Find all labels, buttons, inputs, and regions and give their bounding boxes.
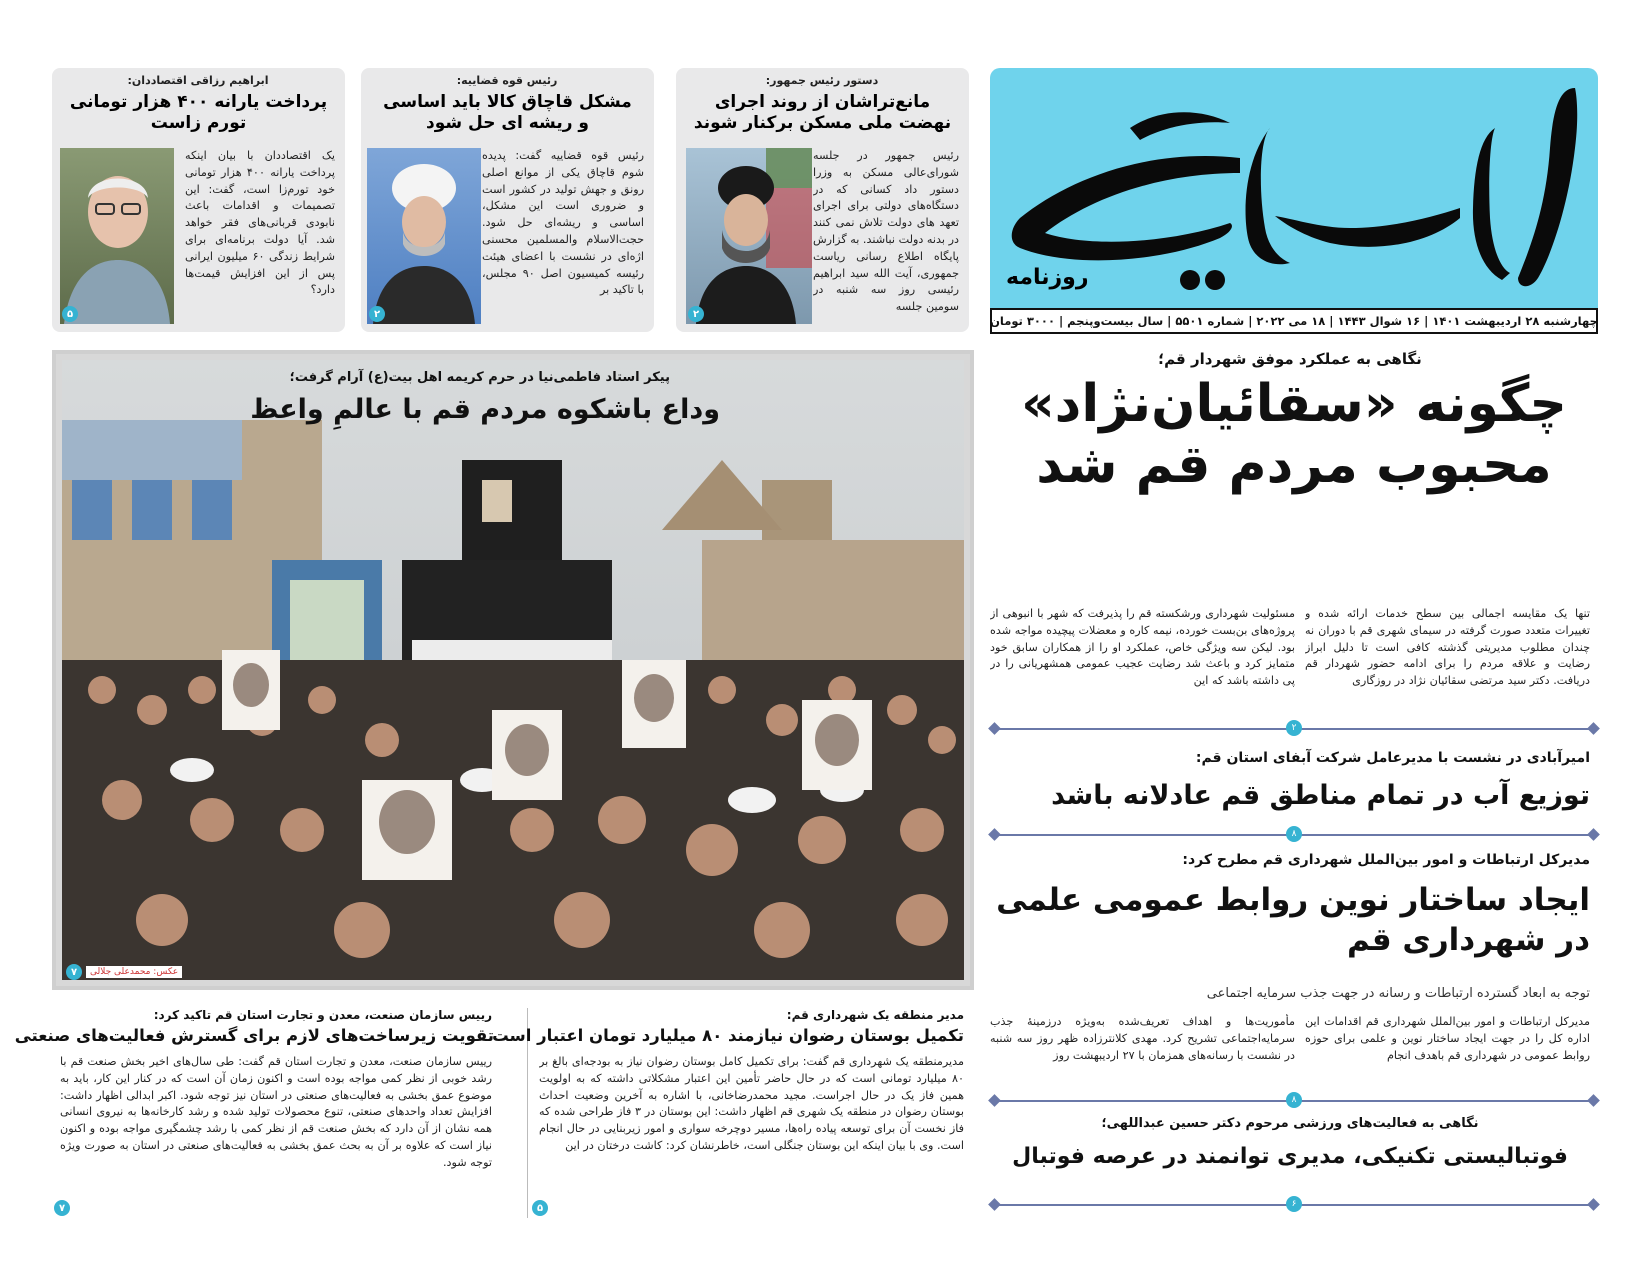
- football-headline[interactable]: فوتبالیستی تکنیکی، مدیری توانمند در عرصه فوتبال: [1012, 1144, 1568, 1169]
- water-kicker: امیرآبادی در نشست با مدیرعامل شرکت آبفای استان قم:: [1195, 750, 1590, 766]
- top-box-headline[interactable]: [62, 92, 335, 133]
- football-kicker: نگاهی به فعالیت‌های ورزشی مرحوم دکتر حسین عبداللهی؛: [1101, 1116, 1479, 1131]
- photo-story: [52, 350, 974, 990]
- separator: [994, 1095, 1594, 1105]
- water-story: [990, 744, 1598, 832]
- water-headline[interactable]: توزیع آب در تمام مناطق قم عادلانه باشد: [1051, 780, 1590, 811]
- main-story: [990, 344, 1598, 734]
- masthead-prefix: روزنامه: [1006, 265, 1089, 290]
- pr-subhead: توجه به ابعاد گسترده ارتباطات و رسانه در جهت جذب سرمایه اجتماعی: [1206, 986, 1590, 1001]
- portrait-photo: [686, 148, 812, 324]
- masthead-logo-text: [990, 68, 992, 69]
- page-number-badge: ۷: [54, 1200, 70, 1216]
- headline-line: پرداخت یارانه ۴۰۰ هزار تومانی: [69, 92, 328, 112]
- pr-col-left: مأموریت‌ها و اهداف تعریف‌شده به‌ویژه درزمینهٔ جذب سرمایه‌اجتماعی تشریح کرد. مهدی کلانترزاده ظهر روز سه شنبه در نشست با رسانه‌های همزمان با ۲۷ اردیبهشت روز: [990, 1015, 1295, 1062]
- park-headline[interactable]: تکمیل بوستان رضوان نیازمند ۸۰ میلیارد تومان اعتبار است: [492, 1026, 964, 1045]
- page-number-badge: ۶: [1286, 1196, 1302, 1212]
- football-story: [990, 1112, 1598, 1202]
- main-story-kicker: نگاهی به عملکرد موفق شهردار قم؛: [1158, 350, 1422, 368]
- headline-line: محبوب مردم قم شد: [1036, 435, 1552, 496]
- portrait-photo: [367, 148, 481, 324]
- page-number-badge: ۲: [688, 306, 704, 322]
- page-number-badge: ۵: [62, 306, 78, 322]
- top-box-judiciary: [361, 68, 654, 332]
- park-body: مدیرمنطقه یک شهرداری قم گفت: برای تکمیل کامل بوستان رضوان نیاز به بودجه‌ای بالغ بر ۸۰ میلیارد تومانی است که در حال حاضر تأمین این اعتبار مشکلاتی داشته که به اولویت همین فاز یک در حال اجراست. مجید محمدرضاخانی، با اشاره به آخرین وضعیت احداث بوستان رضوان در منطقه یک شهری قم اظهار داشت: این بوستان در ۳ فاز طراحی شده که فاز نخست آن برای توسعه پیاده راه‌ها، مسیر دوچرخه سواری و امور زیربنایی در حال انجام است. وی با بیان اینکه این بوستان جنگلی است، خاطرنشان کرد: کاشت درختان در این: [539, 1055, 964, 1152]
- dateline-bar: [990, 308, 1598, 334]
- top-box-kicker: رئیس قوه قضاییه:: [456, 74, 558, 87]
- top-box-headline[interactable]: [371, 92, 644, 133]
- photo-kicker: پیکر استاد فاطمی‌نیا در حرم کریمه اهل بیت(ع) آرام گرفت؛: [289, 370, 670, 385]
- top-box-body: یک اقتصاددان با بیان اینکه پرداخت یارانه ۴۰۰ هزار تومانی خود تورم‌زا است، گفت: این تصمیمات و اقدامات باعث نابودی قربانی‌های فقر خواهد شد. آیا دولت برنامه‌ای برای شرایط زندگی ۶۰ میلیون ایرانی پس از این افزایش قیمت‌ها دارد؟: [185, 149, 335, 297]
- headline-line: نهضت ملی مسکن برکنار شوند: [693, 112, 952, 133]
- headline-line: در شهرداری قم: [1347, 922, 1590, 959]
- photo-headline[interactable]: وداع باشکوه مردم قم با عالمِ واعظ: [250, 394, 720, 425]
- masthead: [990, 68, 1598, 308]
- top-box-kicker: ابراهیم رزاقی اقتصاددان:: [127, 74, 269, 87]
- top-box-kicker: دستور رئیس جمهور:: [765, 74, 879, 87]
- industry-headline[interactable]: تقویت زیرساخت‌های لازم برای گسترش فعالیت‌های صنعتی: [14, 1026, 494, 1045]
- page-number-badge: ۵: [532, 1200, 548, 1216]
- headline-line: تورم زاست: [150, 112, 247, 133]
- top-box-president: [676, 68, 969, 332]
- pr-kicker: مدیرکل ارتباطات و امور بین‌الملل شهرداری قم مطرح کرد:: [1182, 852, 1590, 868]
- pr-headline[interactable]: [990, 880, 1590, 961]
- separator: [994, 1199, 1594, 1209]
- pr-story: [990, 848, 1598, 1098]
- photo-credit: عکس: محمدعلی جلالی: [86, 966, 182, 978]
- top-box-body: رئیس جمهور در جلسه شورای‌عالی مسکن به وزرا دستور داد کسانی که در دستگاه‌های دولتی برای اجرای تعهد های دولت تلاش نمی کنند در بدنه دولت نباشند. به گزارش پایگاه اطلاع رسانی ریاست جمهوری، آیت الله سید ابراهیم رئیسی روز سه شنبه در سومین جلسه: [813, 149, 959, 314]
- headline-line: مشکل قاچاق کالا باید اساسی: [383, 92, 632, 112]
- industry-kicker: رییس سازمان صنعت، معدن و تجارت استان قم تاکید کرد:: [153, 1008, 492, 1022]
- separator: [994, 723, 1594, 733]
- industry-story: [14, 1008, 502, 1218]
- page-number-badge: ۲: [1286, 720, 1302, 736]
- portrait-photo: [60, 148, 174, 324]
- main-story-col-right: تنها یک مقایسه اجمالی بین سطح خدمات ارائه شده و تغییرات متعدد صورت گرفته در سیمای شهری قم با دوران نه چندان مطلوب مدیریتی گذشته کافی است تا دلیل ابراز رضایت و علاقه مردم را برای ادامه حضور شهردار قم دریافت. دکتر سید مرتضی سقائیان نژاد در روزگاری: [1305, 607, 1590, 688]
- main-story-col-left: مسئولیت شهرداری ورشکسته قم را پذیرفت که شهر با انبوهی از پروژه‌های بن‌بست خورده، نیمه کاره و معضلات پیچیده مواجه شده بود. لیکن سه ویژگی خاص، عملکرد او را از همکاران سابق خود متمایز کرد و باعث شد رضایت عجیب عمومی همشهریانی را در پی داشته باشد که این: [990, 607, 1295, 688]
- top-box-body: رئیس قوه قضاییه گفت: پدیده شوم قاچاق یکی از موانع اصلی رونق و جهش تولید در کشور است و ضروری است این مشکل، اساسی و ریشه‌ای حل شود. حجت‌الاسلام والمسلمین محسنی اژه‌ای در نشست با اعضای هیئت رئیسه کمیسیون اصل ۹۰ مجلس، با تاکید بر: [482, 149, 644, 297]
- top-box-headline[interactable]: [686, 92, 959, 133]
- pr-col-right: مدیرکل ارتباطات و امور بین‌الملل شهرداری قم اقدامات این اداره کل را در جهت ایجاد ساختار نوین و علمی برای حوزه روابط عمومی در شهرداری قم باهدف انجام: [1305, 1015, 1590, 1062]
- page-number-badge: ۲: [369, 306, 385, 322]
- headline-line: و ریشه ای حل شود: [426, 112, 589, 133]
- separator: [994, 829, 1594, 839]
- headline-line: مانع‌تراشان از روند اجرای: [714, 92, 931, 112]
- page-number-badge: ۷: [66, 964, 82, 980]
- page-number-badge: ۸: [1286, 1092, 1302, 1108]
- page-number-badge: ۸: [1286, 826, 1302, 842]
- industry-body: رییس سازمان صنعت، معدن و تجارت استان قم گفت: طی سال‌های اخیر بخش صنعت قم با رشد خوبی از نظر کمی مواجه بوده است و اکنون زمان آن است که در کنار این کار، باید به موضوع عمق بخشی به فعالیت‌های صنعتی در استان نیز توجه شود. اکبر ابدالی اظهار داشت: افزایش تعداد واحدهای صنعتی، تنوع محصولات تولید شده و رشد کارخانه‌ها به نیروی انسانی همه نشان از آن دارد که بخش صنعت قم از نظر کمی با رشد چشمگیری مواجه بوده و اکنون نیاز است که علاوه بر آن به بحث عمق بخشی به فعالیت‌های صنعتی در استان به صورت ویژه توجه شود.: [60, 1055, 492, 1169]
- dateline: چهارشنبه ۲۸ اردیبهشت ۱۴۰۱ | ۱۶ شوال ۱۴۴۳ | ۱۸ می ۲۰۲۲ | شماره ۵۵۰۱ | سال بیست‌وپنجم | ۳۰۰۰ تومان: [990, 314, 1598, 328]
- park-kicker: مدیر منطقه یک شهرداری قم:: [786, 1008, 964, 1022]
- top-box-subsidy: [52, 68, 345, 332]
- headline-line: ایجاد ساختار نوین روابط عمومی علمی: [996, 882, 1590, 918]
- main-story-headline[interactable]: [990, 374, 1598, 497]
- headline-line: چگونه «سقائیان‌نژاد»: [1021, 374, 1567, 434]
- funeral-photo: [62, 360, 964, 980]
- park-story: [492, 1008, 974, 1218]
